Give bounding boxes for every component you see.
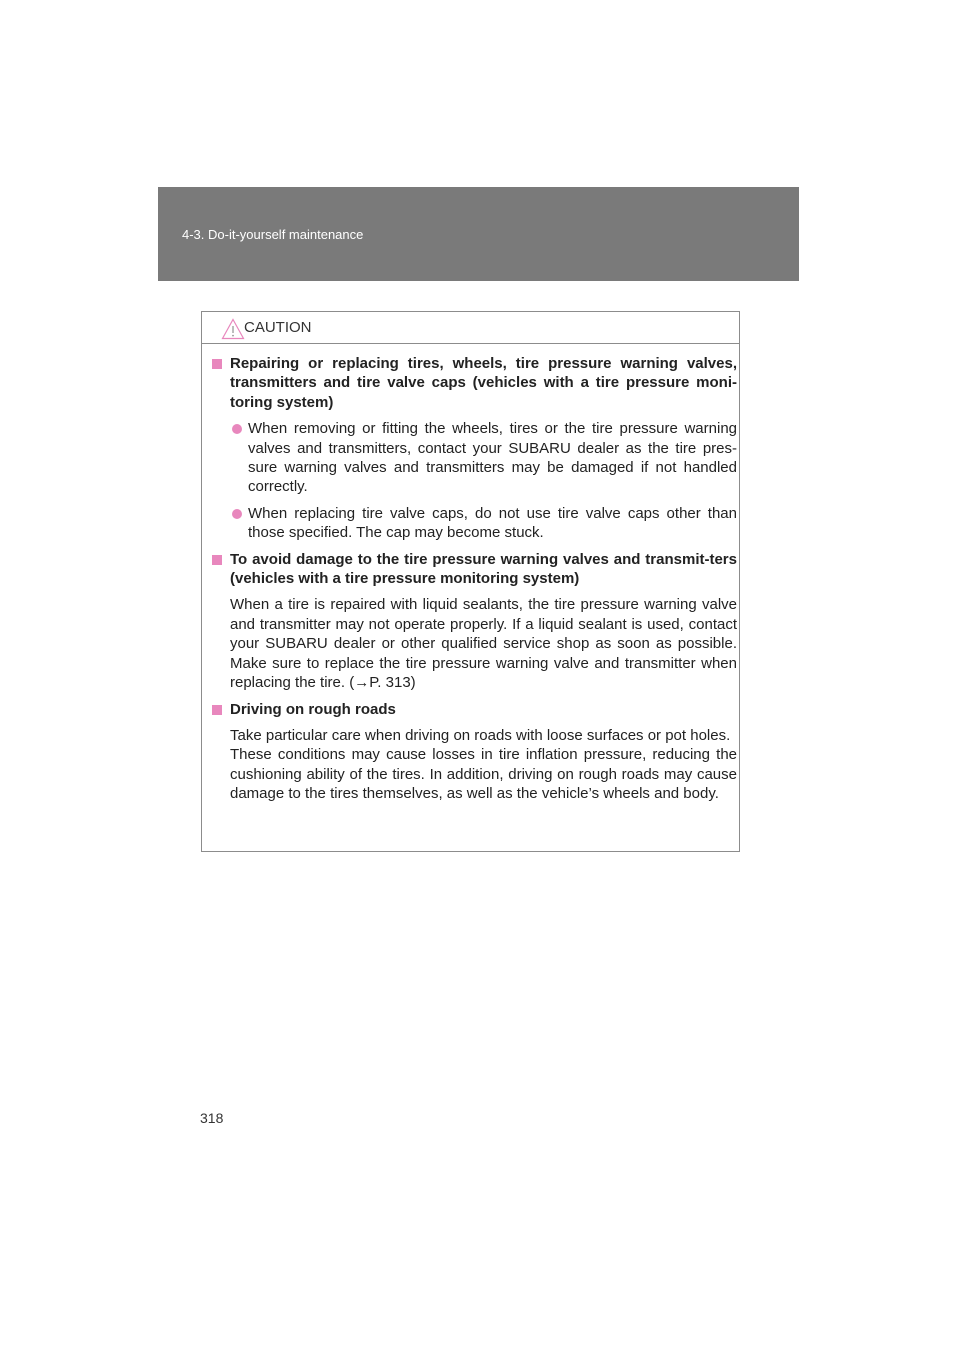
- heading-rough-roads: Driving on rough roads: [212, 700, 737, 719]
- circle-bullet-icon: [232, 424, 242, 434]
- circle-bullet-icon: [232, 509, 242, 519]
- caution-box: [201, 311, 740, 852]
- paragraph-rough-roads-1: Take particular care when driving on roads with loose surfaces or pot holes.: [230, 726, 731, 744]
- square-bullet-icon: [212, 555, 222, 565]
- caution-label: CAUTION: [244, 319, 312, 336]
- section-title: 4-3. Do-it-yourself maintenance: [182, 227, 364, 242]
- header-band: [158, 187, 799, 281]
- heading-avoid-damage: To avoid damage to the tire pressure warning valves and transmit-ters (vehicles with a tire pressure monitoring system): [212, 550, 737, 589]
- page-number: 318: [200, 1110, 224, 1126]
- warning-triangle-icon: [221, 318, 245, 340]
- square-bullet-icon: [212, 359, 222, 369]
- caution-header: [202, 312, 739, 344]
- bullet-valve-caps: When replacing tire valve caps, do not use tire valve caps other than those specified. The cap may become stuck.: [212, 504, 737, 543]
- square-bullet-icon: [212, 705, 222, 715]
- paragraph-rough-roads-2: These conditions may cause losses in tire inflation pressure, reducing the cushioning ability of the tires. In addition, driving on rough roads may cause damage to the tires themselves, as well as the vehicle’s wheels and body.: [230, 746, 737, 803]
- paragraph-liquid-sealant: When a tire is repaired with liquid sealants, the tire pressure warning valve and transmitter may not operate properly. If a liquid sealant is used, contact your SUBARU dealer or other qualified service shop as soon as possible. Make sure to replace the tire pressure warning valve and transmitter when replacing the tire. (→P. 313): [230, 596, 737, 692]
- heading-repairing: Repairing or replacing tires, wheels, tire pressure warning valves, transmitters and tire valve caps (vehicles with a tire pressure moni-toring system): [212, 354, 737, 412]
- bullet-removing: When removing or fitting the wheels, tires or the tire pressure warning valves and transmitters, contact your SUBARU dealer as the tire pres-sure warning valves and transmitters may be damaged if not handled correctly.: [212, 419, 737, 497]
- caution-content: [212, 354, 737, 804]
